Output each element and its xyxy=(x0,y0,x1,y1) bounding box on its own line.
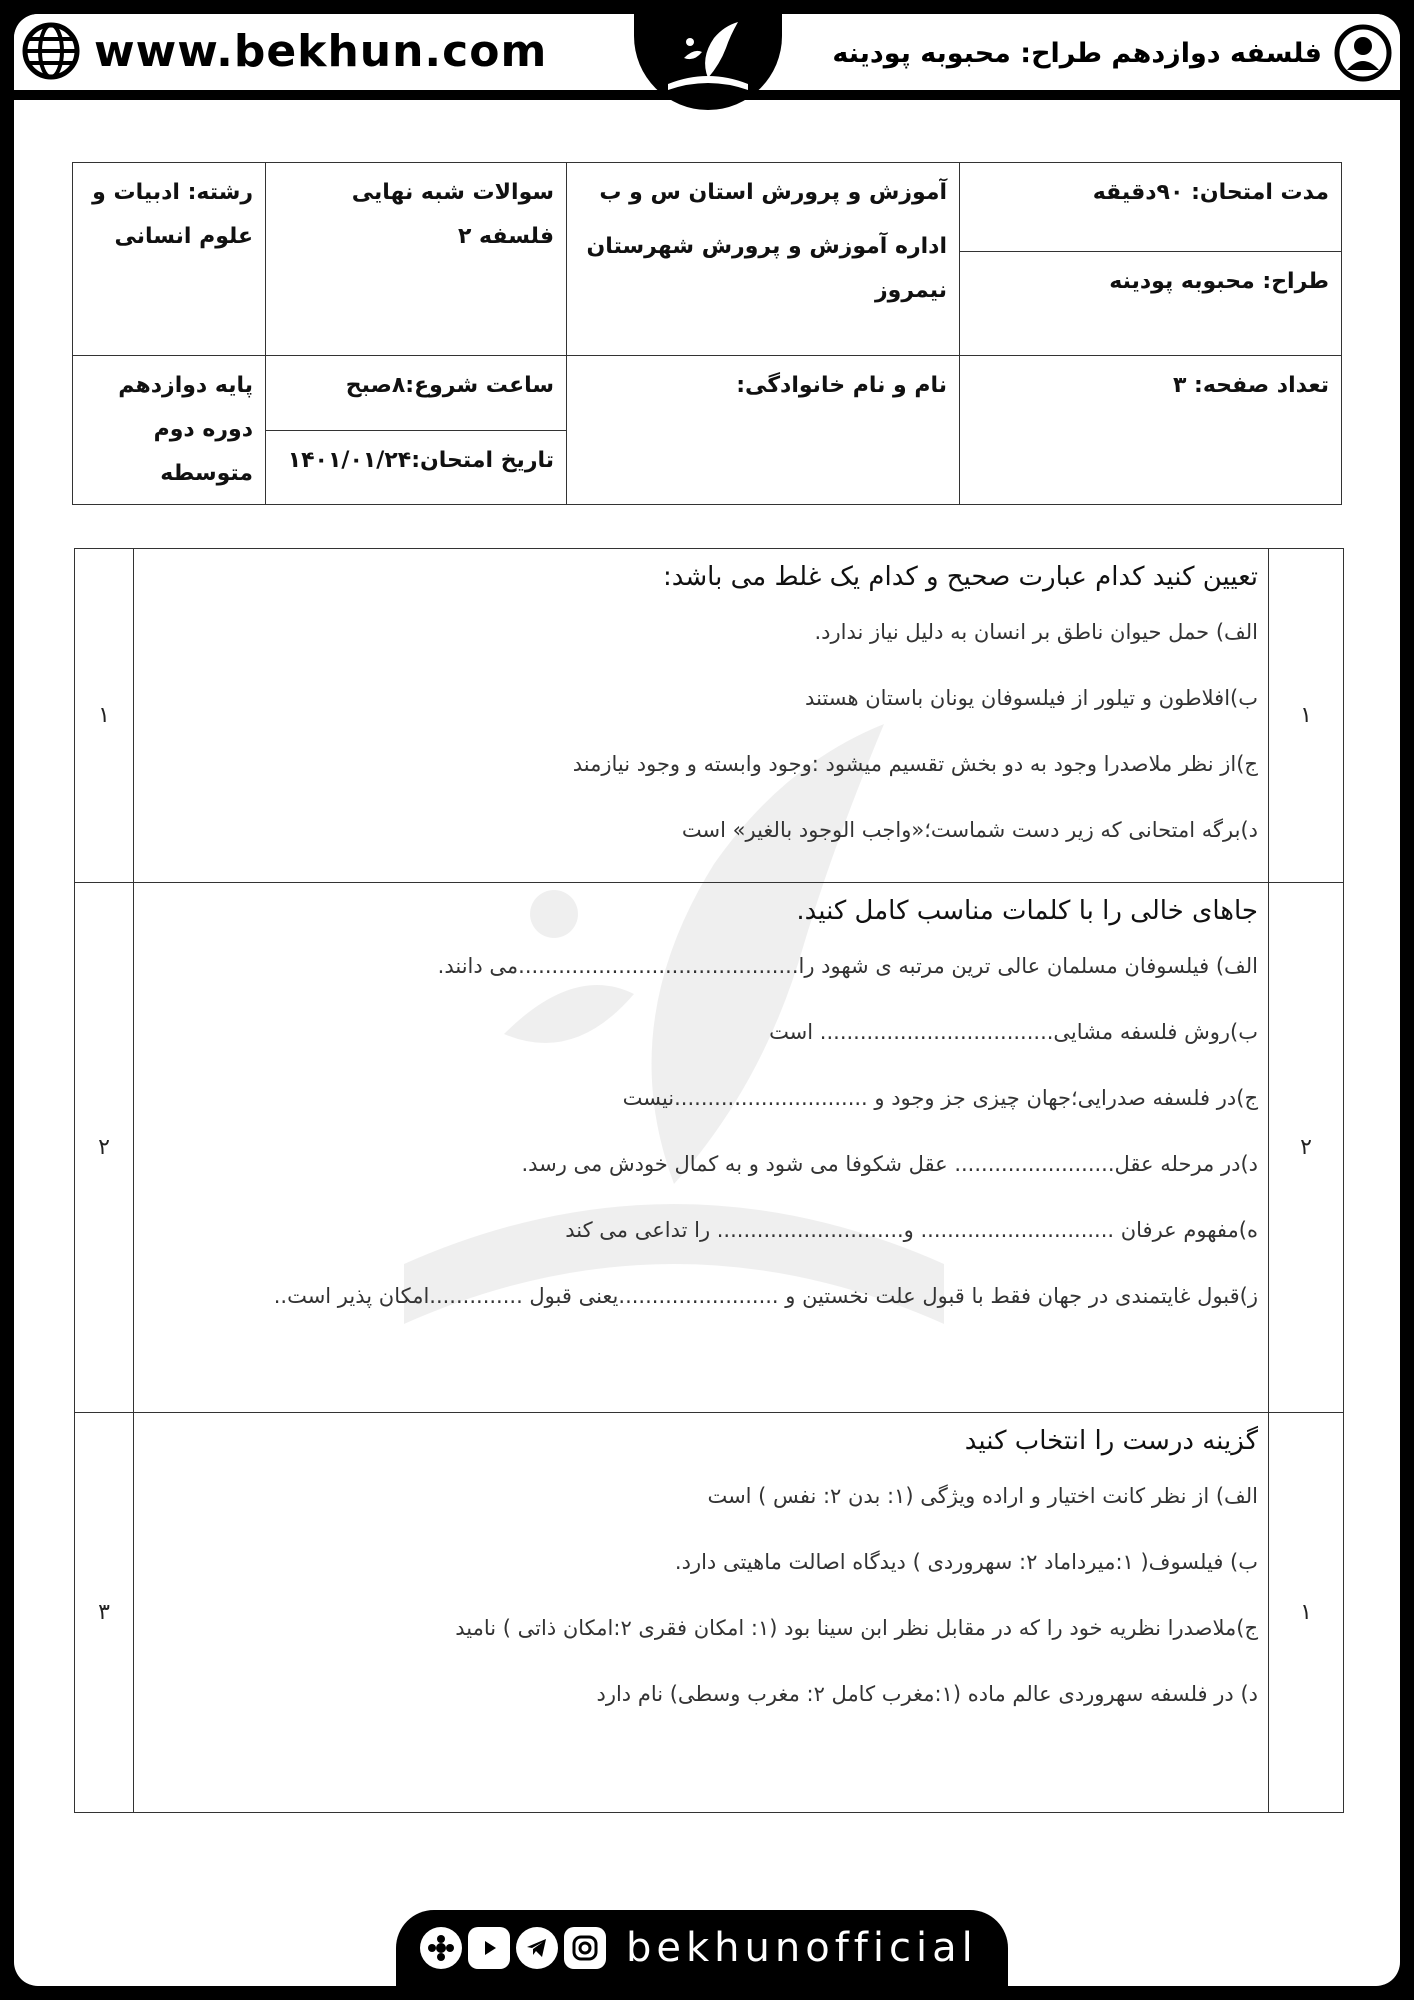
question-item: ج)در فلسفه صدرایی؛جهان چیزی جز وجود و .............................نیست xyxy=(622,1086,1258,1110)
question-score: ۲ xyxy=(1269,883,1344,1413)
aparat-icon[interactable] xyxy=(420,1927,462,1969)
social-handle[interactable]: bekhunofficial xyxy=(626,1925,978,1971)
grade-cell: پایه دوازدهم دوره دوم متوسطه xyxy=(73,356,266,505)
youtube-icon[interactable] xyxy=(468,1927,510,1969)
designer-cell: طراح: محبوبه پودینه xyxy=(960,252,1342,356)
question-number: ۳ xyxy=(75,1413,134,1813)
question-score: ۱ xyxy=(1269,549,1344,883)
course-title: فلسفه دوازدهم طراح: محبوبه پودینه xyxy=(832,37,1322,69)
name-cell: نام و نام خانوادگی: xyxy=(567,356,960,505)
website-url: www.bekhun.com xyxy=(94,25,548,77)
question-item: الف) از نظر کانت اختیار و اراده ویژگی (۱: بدن ۲: نفس ) است xyxy=(707,1484,1258,1508)
question-item: د)برگه امتحانی که زیر دست شماست؛«واجب الوجود بالغیر» است xyxy=(681,818,1258,842)
exam-info-table xyxy=(72,162,1342,505)
social-footer xyxy=(396,1910,1008,1986)
question-item: ز)قبول غایتمندی در جهان فقط با قبول علت نخستین و ........................یعنی قبول ..............امکان پذیر است.. xyxy=(273,1284,1258,1308)
question-item: ب) فیلسوف( ۱:میرداماد ۲: سهروردی ) دیدگاه اصالت ماهیتی دارد. xyxy=(674,1550,1258,1574)
exam-date-cell: تاریخ امتحان:۱۴۰۱/۰۱/۲۴ xyxy=(266,430,567,505)
page-count-cell: تعداد صفحه: ۳ xyxy=(960,356,1342,505)
header-title xyxy=(832,24,1392,82)
question-title: گزینه درست را انتخاب کنید xyxy=(964,1426,1258,1456)
question-body xyxy=(134,1413,1269,1813)
question-item: الف) فیلسوفان مسلمان عالی ترین مرتبه ی شهود را..........................................می دانند. xyxy=(437,954,1258,978)
question-item: الف) حمل حیوان ناطق بر انسان به دلیل نیاز ندارد. xyxy=(814,620,1258,644)
org-line-2: اداره آموزش و پرورش شهرستان نیمروز xyxy=(586,234,947,303)
bekhun-logo xyxy=(634,14,782,110)
question-item: ب)روش فلسفه مشایی................................... است xyxy=(769,1020,1258,1044)
question-row xyxy=(75,883,1344,1413)
organization-cell xyxy=(567,163,960,356)
duration-cell: مدت امتحان: ۹۰دقیقه xyxy=(960,163,1342,252)
quill-book-icon xyxy=(654,18,762,100)
instagram-icon[interactable] xyxy=(564,1927,606,1969)
question-item: ج)از نظر ملاصدرا وجود به دو بخش تقسیم میشود :وجود وابسته و وجود نیازمند xyxy=(572,752,1258,776)
question-number: ۲ xyxy=(75,883,134,1413)
question-score: ۱ xyxy=(1269,1413,1344,1813)
telegram-icon[interactable] xyxy=(516,1927,558,1969)
question-row xyxy=(75,1413,1344,1813)
question-title: تعیین کنید کدام عبارت صحیح و کدام یک غلط می باشد: xyxy=(662,562,1258,592)
website-link[interactable] xyxy=(22,22,547,80)
globe-icon xyxy=(22,22,80,80)
exam-page xyxy=(14,14,1400,1986)
question-item: د)در مرحله عقل........................ عقل شکوفا می شود و به کمال خودش می رسد. xyxy=(521,1152,1258,1176)
questions-table xyxy=(74,548,1344,1813)
question-item: د) در فلسفه سهروردی عالم ماده (۱:مغرب کامل ۲: مغرب وسطی) نام دارد xyxy=(596,1682,1258,1706)
question-item: ج)ملاصدرا نظریه خود را که در مقابل نظر ابن سینا بود (۱: امکان فقری ۲:امکان ذاتی ) نامید xyxy=(455,1616,1258,1640)
question-body xyxy=(134,549,1269,883)
org-line-1: آموزش و پرورش استان س و ب xyxy=(599,180,947,205)
field-cell: رشته: ادبیات و علوم انسانی xyxy=(73,163,266,356)
question-item: ه)مفهوم عرفان ............................. و............................ را تداعی می کند xyxy=(565,1218,1258,1242)
question-item: ب)افلاطون و تیلور از فیلسوفان یونان باستان هستند xyxy=(805,686,1258,710)
user-icon xyxy=(1334,24,1392,82)
exam-title-cell: سوالات شبه نهایی فلسفه ۲ xyxy=(266,163,567,356)
start-time-cell: ساعت شروع:۸صبح xyxy=(266,356,567,431)
question-number: ۱ xyxy=(75,549,134,883)
question-title: جاهای خالی را با کلمات مناسب کامل کنید. xyxy=(796,896,1258,926)
question-body xyxy=(134,883,1269,1413)
top-bar xyxy=(14,14,1400,100)
question-row xyxy=(75,549,1344,883)
